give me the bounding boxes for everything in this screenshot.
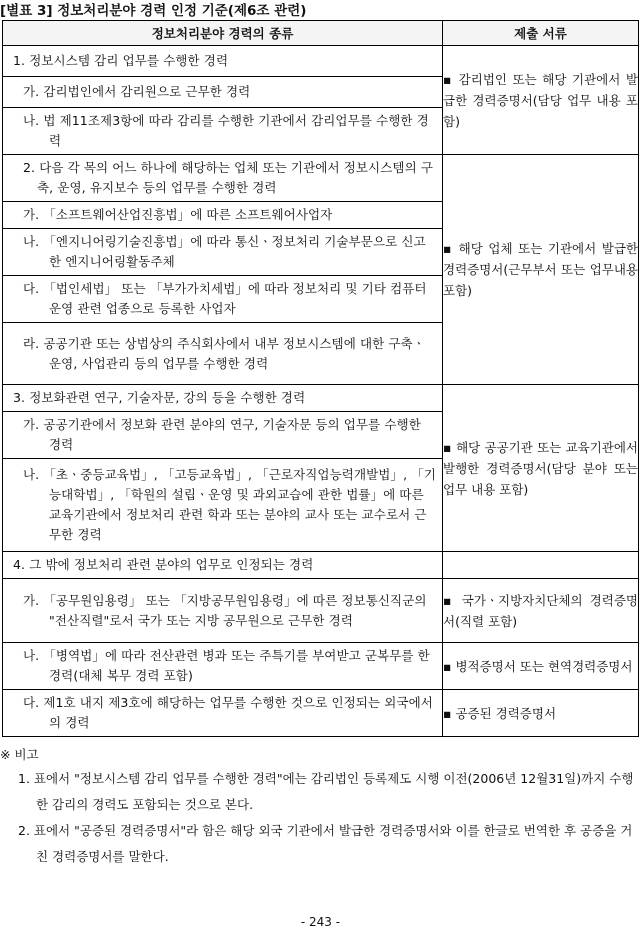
group4-heading-doc-empty	[443, 552, 639, 579]
table-row	[3, 690, 639, 737]
group2-item-na: 나. 「엔지니어링기술진흥법」에 따라 통신ㆍ정보처리 기술부문으로 신고한 엔지니어링활동주체	[23, 234, 426, 269]
table-row	[3, 46, 639, 77]
notes-heading: ※ 비고	[0, 747, 39, 762]
group1-item-na: 나. 법 제11조제3항에 따라 감리를 수행한 기관에서 감리업무를 수행한 경력	[23, 113, 429, 148]
group4-item-na: 나. 「병역법」에 따라 전산관련 병과 또는 주특기를 부여받고 군복무를 한 경력(대체 복무 경력 포함)	[23, 648, 430, 683]
group1-item-ga: 가. 감리법인에서 감리원으로 근무한 경력	[23, 84, 251, 99]
group1-documents: ▪ 감리법인 또는 해당 기관에서 발급한 경력증명서(담당 업무 내용 포함)	[443, 46, 639, 155]
group3-heading: 3. 정보화관련 연구, 기술자문, 강의 등을 수행한 경력	[13, 390, 306, 405]
note-item-2: 2. 표에서 "공증된 경력증명서"라 함은 해당 외국 기관에서 발급한 경력증명서와 이를 한글로 번역한 후 공증을 거친 경력증명서를 말한다.	[18, 823, 633, 864]
group4-documents-da: ▪ 공증된 경력증명서	[443, 690, 639, 737]
group4-item-da: 다. 제1호 내지 제3호에 해당하는 업무를 수행한 것으로 인정되는 외국에서의 경력	[23, 695, 433, 730]
document-title: [별표 3] 정보처리분야 경력 인정 기준(제6조 관련)	[0, 3, 307, 19]
header-career-type: 정보처리분야 경력의 종류	[3, 21, 443, 46]
table-row	[3, 643, 639, 690]
group1-heading: 1. 정보시스템 감리 업무를 수행한 경력	[13, 53, 229, 68]
group2-item-da: 다. 「법인세법」 또는 「부가가치세법」에 따라 정보처리 및 기타 컴퓨터 운영 관련 업종으로 등록한 사업자	[23, 281, 427, 316]
table-header-row	[3, 21, 639, 46]
group3-documents: ▪ 해당 공공기관 또는 교육기관에서 발행한 경력증명서(담당 분야 또는 업무 내용 포함)	[443, 385, 639, 552]
group2-documents: ▪ 해당 업체 또는 기관에서 발급한 경력증명서(근무부서 또는 업무내용 포함)	[443, 155, 639, 385]
group4-documents-ga: ▪ 국가ㆍ지방자치단체의 경력증명서(직렬 포함)	[443, 579, 639, 643]
header-documents: 제출 서류	[443, 21, 639, 46]
group2-item-ra: 라. 공공기관 또는 상법상의 주식회사에서 내부 정보시스템에 대한 구축ㆍ운영, 사업관리 등의 업무를 수행한 경력	[23, 335, 425, 371]
table-row	[3, 579, 639, 643]
table-row	[3, 385, 639, 412]
group3-item-na: 나. 「초ㆍ중등교육법」, 「고등교육법」, 「근로자직업능력개발법」, 「기능대학법」, 「학원의 설립ㆍ운영 및 과외교습에 관한 법률」에 따른 교육기관에서 정보처리 관련 학과 또는 분야의 교사 또는 교수로서 근무한 경력	[23, 467, 436, 542]
group3-item-ga: 가. 공공기관에서 정보화 관련 분야의 연구, 기술자문 등의 업무를 수행한 경력	[23, 417, 421, 452]
group4-item-ga: 가. 「공무원임용령」 또는 「지방공무원임용령」에 따른 정보통신직군의 "전산직렬"로서 국가 또는 지방 공무원으로 근무한 경력	[23, 592, 427, 628]
group2-item-ga: 가. 「소프트웨어산업진흥법」에 따른 소프트웨어사업자	[23, 207, 333, 222]
notes-section	[0, 744, 641, 870]
table-row	[3, 552, 639, 579]
group2-heading: 2. 다음 각 목의 어느 하나에 해당하는 업체 또는 기관에서 정보시스템의 구축, 운영, 유지보수 등의 업무를 수행한 경력	[23, 160, 434, 195]
page-number: - 243 -	[300, 915, 341, 929]
group4-heading: 4. 그 밖에 정보처리 관련 분야의 업무로 인정되는 경력	[13, 557, 314, 572]
career-criteria-table	[2, 20, 639, 737]
table-row	[3, 155, 639, 202]
note-item-1: 1. 표에서 "정보시스템 감리 업무를 수행한 경력"에는 감리법인 등록제도 시행 이전(2006년 12월31일)까지 수행한 감리의 경력도 포함되는 것으로 본다.	[18, 771, 634, 812]
group4-documents-na: ▪ 병적증명서 또는 현역경력증명서	[443, 643, 639, 690]
